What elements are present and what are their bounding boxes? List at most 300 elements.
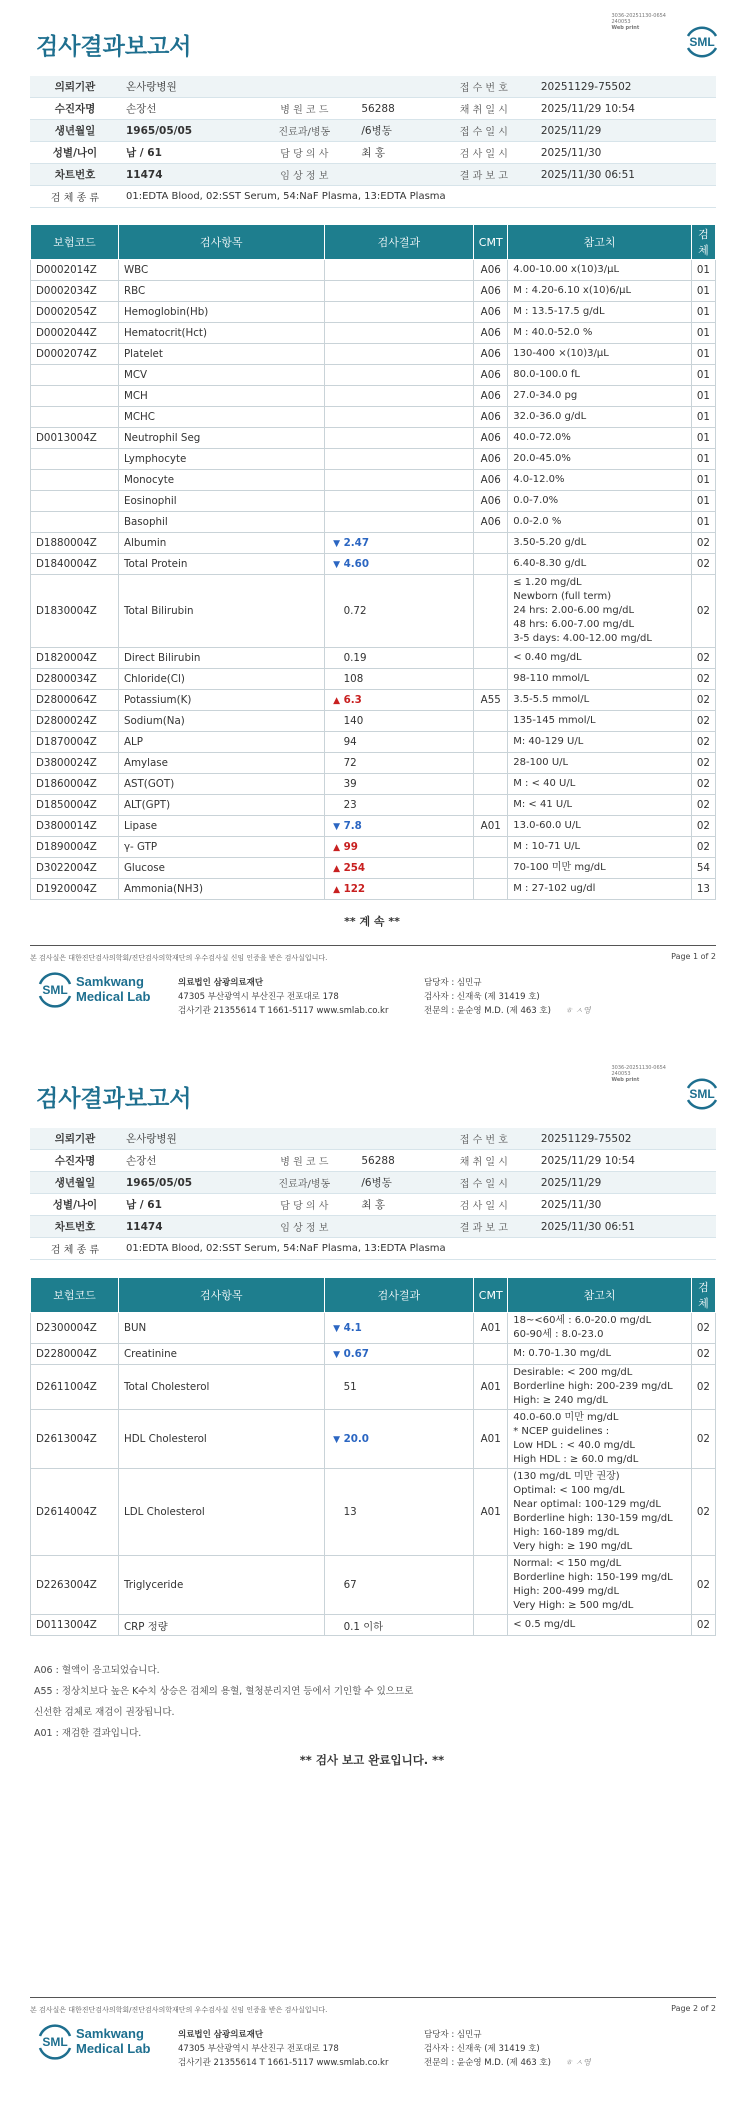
reference-line: M: < 41 U/L (513, 799, 573, 810)
specimen-cell: 02 (691, 732, 715, 753)
test-item-cell: Total Cholesterol (118, 1365, 324, 1410)
reference-cell (508, 533, 692, 554)
reference-cell (508, 323, 692, 344)
cmt-cell (474, 1344, 508, 1365)
reference-cell (508, 711, 692, 732)
chart-number: 11474 (120, 164, 253, 186)
reference-cell (508, 774, 692, 795)
result-cell (324, 1344, 474, 1365)
specimen-cell: 02 (691, 837, 715, 858)
result-cell (324, 879, 474, 900)
specimen-cell: 02 (691, 533, 715, 554)
result-cell (324, 491, 474, 512)
reference-line: M : 40.0-52.0 % (513, 327, 593, 338)
result-cell (324, 533, 474, 554)
reference-line: M : < 40 U/L (513, 778, 576, 789)
cmt-cell (474, 669, 508, 690)
table-row (31, 816, 716, 837)
specimen-cell: 02 (691, 690, 715, 711)
insurance-code-cell: D0013004Z (31, 428, 119, 449)
result-cell (324, 470, 474, 491)
result-cell (324, 260, 474, 281)
insurance-code-cell (31, 512, 119, 533)
reference-cell (508, 879, 692, 900)
insurance-code-cell (31, 491, 119, 512)
result-cell (324, 365, 474, 386)
reference-line: Newborn (full term) (513, 591, 612, 602)
specimen-cell: 02 (691, 816, 715, 837)
reference-line: Near optimal: 100-129 mg/dL (513, 1499, 661, 1510)
table-row (31, 575, 716, 648)
specimen-cell: 01 (691, 281, 715, 302)
result-value: 20.0 (343, 1433, 369, 1445)
specimen-cell: 02 (691, 1615, 715, 1636)
cmt-cell: A01 (474, 1469, 508, 1556)
result-value: 6.3 (343, 694, 362, 706)
table-row (31, 753, 716, 774)
insurance-code-cell: D0113004Z (31, 1615, 119, 1636)
reference-cell (508, 1469, 692, 1556)
insurance-code-cell: D1830004Z (31, 575, 119, 648)
test-item-cell: AST(GOT) (118, 774, 324, 795)
insurance-code-cell (31, 365, 119, 386)
cmt-cell: A01 (474, 1365, 508, 1410)
test-item-cell: Glucose (118, 858, 324, 879)
cmt-cell (474, 858, 508, 879)
cmt-cell: A06 (474, 428, 508, 449)
specimen-cell: 02 (691, 1410, 715, 1469)
cmt-cell: A06 (474, 491, 508, 512)
insurance-code-cell: D0002034Z (31, 281, 119, 302)
reference-line: 4.00-10.00 x(10)3/μL (513, 264, 620, 275)
table-row (31, 1615, 716, 1636)
hospital-code: 56288 (355, 98, 433, 120)
cmt-cell: A06 (474, 470, 508, 491)
lab-info: 의료법인 삼광의료재단 47305 부산광역시 부산진구 전포대로 178 검사기관 21355614 T 1661-5117 www.smlab.co.kr (178, 2030, 389, 2068)
specimen-cell: 54 (691, 858, 715, 879)
birth-date: 1965/05/05 (120, 120, 253, 142)
receipt-number: 20251129-75502 (535, 76, 716, 98)
result-value: 72 (343, 757, 357, 769)
insurance-code-cell: D3022004Z (31, 858, 119, 879)
patient-name: 손장선 (120, 1150, 253, 1172)
result-cell (324, 669, 474, 690)
table-row (31, 554, 716, 575)
insurance-code-cell: D1840004Z (31, 554, 119, 575)
table-row (31, 449, 716, 470)
report-datetime: 2025/11/30 06:51 (535, 1216, 716, 1238)
sml-footer-logo-icon (36, 2022, 74, 2062)
table-row (31, 323, 716, 344)
reference-line: * NCEP guidelines : (513, 1426, 610, 1437)
insurance-code-cell: D2800034Z (31, 669, 119, 690)
cmt-cell: A06 (474, 344, 508, 365)
table-row (31, 365, 716, 386)
specimen-cell: 01 (691, 491, 715, 512)
col-reference: 참고치 (508, 1278, 692, 1313)
table-row (31, 260, 716, 281)
result-cell (324, 1365, 474, 1410)
table-row (31, 533, 716, 554)
low-arrow-icon: ▼ (333, 1324, 341, 1334)
result-cell (324, 281, 474, 302)
result-cell (324, 449, 474, 470)
test-item-cell: Chloride(Cl) (118, 669, 324, 690)
insurance-code-cell: D1820004Z (31, 648, 119, 669)
insurance-code-cell: D2613004Z (31, 1410, 119, 1469)
specimen-cell: 02 (691, 1313, 715, 1344)
insurance-code-cell: D2611004Z (31, 1365, 119, 1410)
sml-logo-icon (682, 22, 722, 62)
result-value: 0.19 (343, 652, 367, 664)
reference-line: M : 27-102 ug/dl (513, 883, 596, 894)
result-cell (324, 1313, 474, 1344)
test-item-cell: MCHC (118, 407, 324, 428)
result-value: 254 (343, 862, 366, 874)
reference-line: High HDL : ≥ 60.0 mg/dL (513, 1454, 639, 1465)
col-specimen: 검체 (691, 1278, 715, 1313)
svg-text:SML: SML (42, 2035, 68, 2049)
reference-line: M : 10-71 U/L (513, 841, 581, 852)
test-item-cell: MCV (118, 365, 324, 386)
insurance-code-cell: D1850004Z (31, 795, 119, 816)
patient-info-table: 의뢰기관 온사랑병원 접 수 번 호 20251129-75502 수진자명 손장선 병 원 코 드 56288 채 취 일 시 2025/11/29 10:54 생년월일 1965/05/05 진료과/병동 /6병동 접 수 일 시 2025/11/29 성별/나이 남 / 61 담 당 의 사 최 홍 검 사 일 시 2025/11/30 차트번호 11474 임 상 정 보 결 과 보 고 2025/11/30 06:51 검 체 종 류 01:EDTA Blood, 02:SST Serum, 54:NaF Plasma, 13:EDTA Plasma (30, 1128, 716, 1260)
result-cell (324, 1410, 474, 1469)
doctor: 최 홍 (355, 142, 433, 164)
reference-cell (508, 428, 692, 449)
reference-line: Desirable: < 200 mg/dL (513, 1367, 633, 1378)
low-arrow-icon: ▼ (333, 822, 341, 832)
insurance-code-cell: D2263004Z (31, 1556, 119, 1615)
test-item-cell: MCH (118, 386, 324, 407)
result-cell (324, 753, 474, 774)
table-row (31, 1313, 716, 1344)
result-value: 0.1 이하 (343, 1620, 384, 1633)
results-table-page2 (30, 1277, 716, 1636)
specimen-cell: 02 (691, 554, 715, 575)
reference-line: 130-400 ×(10)3/μL (513, 348, 609, 359)
specimen-cell: 01 (691, 344, 715, 365)
table-row (31, 386, 716, 407)
reference-line: 32.0-36.0 g/dL (513, 411, 587, 422)
table-row (31, 858, 716, 879)
reference-line: ≤ 1.20 mg/dL (513, 577, 582, 588)
insurance-code-cell: D1920004Z (31, 879, 119, 900)
result-cell (324, 1469, 474, 1556)
reference-line: M: 0.70-1.30 mg/dL (513, 1348, 612, 1359)
result-cell (324, 386, 474, 407)
specimen-cell: 02 (691, 669, 715, 690)
result-cell (324, 774, 474, 795)
table-row (31, 1344, 716, 1365)
insurance-code-cell: D0002054Z (31, 302, 119, 323)
reference-cell (508, 281, 692, 302)
specimen-cell: 01 (691, 512, 715, 533)
clinical-info (355, 164, 433, 186)
test-item-cell: Ammonia(NH3) (118, 879, 324, 900)
result-value: 13 (343, 1506, 357, 1518)
clinical-info (355, 1216, 433, 1238)
test-item-cell: Eosinophil (118, 491, 324, 512)
test-item-cell: BUN (118, 1313, 324, 1344)
reference-line: M : 13.5-17.5 g/dL (513, 306, 605, 317)
reference-line: Very high: ≥ 190 mg/dL (513, 1541, 633, 1552)
insurance-code-cell: D2300004Z (31, 1313, 119, 1344)
cmt-cell (474, 1556, 508, 1615)
insurance-code-cell (31, 407, 119, 428)
receipt-number: 20251129-75502 (535, 1128, 716, 1150)
table-row (31, 795, 716, 816)
reference-line: 0.0-2.0 % (513, 516, 562, 527)
reference-line: M : 4.20-6.10 x(10)6/μL (513, 285, 632, 296)
reference-cell (508, 1556, 692, 1615)
cmt-cell: A06 (474, 386, 508, 407)
page-number: Page 2 of 2 (671, 2004, 716, 2013)
insurance-code-cell (31, 449, 119, 470)
reference-line: 13.0-60.0 U/L (513, 820, 581, 831)
specimen-types: 01:EDTA Blood, 02:SST Serum, 54:NaF Plasma, 13:EDTA Plasma (120, 186, 716, 208)
test-item-cell: Neutrophil Seg (118, 428, 324, 449)
staff-info: 담당자 : 심민규 검사자 : 신재욱 (제 31419 호) 전문의 : 윤순영 M.D. (제 463 호) ㅎ ㅅ영 (424, 978, 591, 1016)
table-row (31, 690, 716, 711)
result-value: 0.72 (343, 605, 367, 617)
hospital-code: 56288 (355, 1150, 433, 1172)
reference-line: 135-145 mmol/L (513, 715, 596, 726)
cmt-cell (474, 1615, 508, 1636)
reference-line: High: 160-189 mg/dL (513, 1527, 620, 1538)
insurance-code-cell (31, 470, 119, 491)
cmt-cell: A06 (474, 302, 508, 323)
reference-cell (508, 669, 692, 690)
results-table-page1 (30, 224, 716, 900)
result-value: 0.67 (343, 1348, 369, 1360)
lab-info: 의료법인 삼광의료재단 47305 부산광역시 부산진구 전포대로 178 검사기관 21355614 T 1661-5117 www.smlab.co.kr (178, 978, 389, 1016)
specimen-cell: 02 (691, 1469, 715, 1556)
specimen-cell: 02 (691, 1344, 715, 1365)
col-test-item: 검사항목 (118, 225, 324, 260)
reference-cell (508, 1344, 692, 1365)
insurance-code-cell: D0002044Z (31, 323, 119, 344)
doctor: 최 홍 (355, 1194, 433, 1216)
svg-text:SML: SML (689, 1087, 715, 1101)
specimen-cell: 13 (691, 879, 715, 900)
insurance-code-cell: D3800024Z (31, 753, 119, 774)
hospital-name: 온사랑병원 (120, 1128, 433, 1150)
reference-line: Normal: < 150 mg/dL (513, 1558, 622, 1569)
specimen-cell: 01 (691, 449, 715, 470)
specimen-cell: 02 (691, 753, 715, 774)
low-arrow-icon: ▼ (333, 539, 341, 549)
reference-cell (508, 512, 692, 533)
specimen-cell: 02 (691, 711, 715, 732)
result-cell (324, 407, 474, 428)
table-row (31, 879, 716, 900)
result-cell (324, 1615, 474, 1636)
table-row (31, 512, 716, 533)
table-row (31, 491, 716, 512)
test-item-cell: Potassium(K) (118, 690, 324, 711)
reference-cell (508, 407, 692, 428)
reference-line: < 0.40 mg/dL (513, 652, 582, 663)
reference-line: 3-5 days: 4.00-12.00 mg/dL (513, 633, 652, 644)
certification-note: 본 검사실은 대한진단검사의학회/진단검사의학재단의 우수검사실 신임 인증을 받은 검사실입니다. (30, 954, 328, 962)
department: /6병동 (355, 1172, 433, 1194)
test-item-cell: WBC (118, 260, 324, 281)
cmt-cell (474, 648, 508, 669)
test-item-cell: Platelet (118, 344, 324, 365)
result-cell (324, 428, 474, 449)
result-cell (324, 512, 474, 533)
col-cmt: CMT (474, 1278, 508, 1313)
insurance-code-cell: D1870004Z (31, 732, 119, 753)
insurance-code-cell: D1890004Z (31, 837, 119, 858)
reference-line: Borderline high: 150-199 mg/dL (513, 1572, 673, 1583)
high-arrow-icon: ▲ (333, 696, 341, 706)
result-cell (324, 690, 474, 711)
continue-text: ** 계 속 ** (344, 915, 400, 928)
specimen-cell: 01 (691, 260, 715, 281)
reference-line: 80.0-100.0 fL (513, 369, 581, 380)
result-value: 99 (343, 841, 358, 853)
reference-line: 18~<60세 : 6.0-20.0 mg/dL (513, 1315, 652, 1326)
reference-line: Optimal: < 100 mg/dL (513, 1485, 625, 1496)
reference-cell (508, 837, 692, 858)
reference-cell (508, 470, 692, 491)
reference-line: 60-90세 : 8.0-23.0 (513, 1329, 604, 1340)
table-row (31, 774, 716, 795)
reference-line: High: 200-499 mg/dL (513, 1586, 620, 1597)
reference-line: (130 mg/dL 미만 권장) (513, 1471, 620, 1482)
reference-line: 24 hrs: 2.00-6.00 mg/dL (513, 605, 635, 616)
specimen-cell: 01 (691, 365, 715, 386)
test-item-cell: γ- GTP (118, 837, 324, 858)
col-cmt: CMT (474, 225, 508, 260)
report-datetime: 2025/11/30 06:51 (535, 164, 716, 186)
result-value: 4.60 (343, 558, 369, 570)
reference-line: < 0.5 mg/dL (513, 1619, 576, 1630)
specimen-cell: 02 (691, 774, 715, 795)
reference-line: 4.0-12.0% (513, 474, 565, 485)
result-cell (324, 816, 474, 837)
comment-notes: A06 : 혈액이 응고되었습니다. A55 : 정상치보다 높은 K수치 상승은 검체의 용혈, 혈청분리지연 등에서 기인할 수 있으므로 신선한 검체로 재검이 권장됩니다. A01 : 재검한 결과입니다. (34, 1665, 414, 1739)
reference-cell (508, 690, 692, 711)
insurance-code-cell: D2800064Z (31, 690, 119, 711)
reference-line: 20.0-45.0% (513, 453, 571, 464)
reference-cell (508, 753, 692, 774)
reference-line: 70-100 미만 mg/dL (513, 862, 606, 873)
result-value: 94 (343, 736, 357, 748)
insurance-code-cell: D2280004Z (31, 1344, 119, 1365)
birth-date: 1965/05/05 (120, 1172, 253, 1194)
high-arrow-icon: ▲ (333, 885, 341, 895)
result-cell (324, 554, 474, 575)
test-item-cell: Creatinine (118, 1344, 324, 1365)
result-cell (324, 858, 474, 879)
test-item-cell: ALT(GPT) (118, 795, 324, 816)
reference-cell (508, 302, 692, 323)
specimen-cell: 02 (691, 648, 715, 669)
table-row (31, 407, 716, 428)
specimen-cell: 01 (691, 302, 715, 323)
specimen-cell: 02 (691, 1556, 715, 1615)
sex-age: 남 / 61 (120, 142, 253, 164)
reference-line: M: 40-129 U/L (513, 736, 584, 747)
reference-line: 98-110 mmol/L (513, 673, 590, 684)
specimen-types: 01:EDTA Blood, 02:SST Serum, 54:NaF Plasma, 13:EDTA Plasma (120, 1238, 716, 1260)
col-insurance-code: 보험코드 (31, 1278, 119, 1313)
high-arrow-icon: ▲ (333, 843, 341, 853)
reference-cell (508, 554, 692, 575)
reference-line: 28-100 U/L (513, 757, 569, 768)
reference-cell (508, 260, 692, 281)
high-arrow-icon: ▲ (333, 864, 341, 874)
result-cell (324, 344, 474, 365)
result-value: 39 (343, 778, 357, 790)
test-item-cell: Hematocrit(Hct) (118, 323, 324, 344)
cmt-cell (474, 879, 508, 900)
reference-cell (508, 1615, 692, 1636)
staff-info: 담당자 : 심민규 검사자 : 신재욱 (제 31419 호) 전문의 : 윤순영 M.D. (제 463 호) ㅎ ㅅ영 (424, 2030, 591, 2068)
col-specimen: 검체 (691, 225, 715, 260)
patient-info-table: 의뢰기관 온사랑병원 접 수 번 호 20251129-75502 수진자명 손장선 병 원 코 드 56288 채 취 일 시 2025/11/29 10:54 생년월일 1965/05/05 진료과/병동 /6병동 접 수 일 시 2025/11/29 성별/나이 남 / 61 담 당 의 사 최 홍 검 사 일 시 2025/11/30 차트번호 11474 임 상 정 보 결 과 보 고 2025/11/30 06:51 검 체 종 류 01:EDTA Blood, 02:SST Serum, 54:NaF Plasma, 13:EDTA Plasma (30, 76, 716, 208)
signature-icon: ㅎ ㅅ영 (564, 2058, 591, 2067)
sml-logo-icon (682, 1074, 722, 1114)
test-item-cell: HDL Cholesterol (118, 1410, 324, 1469)
insurance-code-cell: D1880004Z (31, 533, 119, 554)
report-page-2 (0, 1052, 744, 2104)
cmt-cell: A01 (474, 816, 508, 837)
receipt-date: 2025/11/29 (535, 120, 716, 142)
result-value: 140 (343, 715, 364, 727)
cmt-cell (474, 732, 508, 753)
patient-name: 손장선 (120, 98, 253, 120)
specimen-cell: 02 (691, 1365, 715, 1410)
hospital-name: 온사랑병원 (120, 76, 433, 98)
specimen-cell: 01 (691, 323, 715, 344)
result-value: 67 (343, 1579, 357, 1591)
document-title: 검사결과보고서 (36, 1086, 192, 1112)
insurance-code-cell: D0002074Z (31, 344, 119, 365)
cmt-cell (474, 575, 508, 648)
reference-line: High: ≥ 240 mg/dL (513, 1395, 608, 1406)
table-row (31, 837, 716, 858)
result-value: 4.1 (343, 1322, 362, 1334)
collect-datetime: 2025/11/29 10:54 (535, 98, 716, 120)
document-title: 검사결과보고서 (36, 34, 192, 60)
reference-cell (508, 344, 692, 365)
department: /6병동 (355, 120, 433, 142)
reference-cell (508, 365, 692, 386)
cmt-cell (474, 837, 508, 858)
cmt-cell: A06 (474, 323, 508, 344)
cmt-cell: A06 (474, 449, 508, 470)
test-item-cell: RBC (118, 281, 324, 302)
samkwang-logo: SML Samkwang Medical Lab (36, 2022, 176, 2064)
specimen-cell: 01 (691, 470, 715, 491)
page-number: Page 1 of 2 (671, 952, 716, 961)
insurance-code-cell (31, 386, 119, 407)
specimen-cell: 01 (691, 407, 715, 428)
result-value: 7.8 (343, 820, 362, 832)
insurance-code-cell: D2614004Z (31, 1469, 119, 1556)
reference-cell (508, 1410, 692, 1469)
col-result: 검사결과 (324, 225, 474, 260)
reference-line: 40.0-60.0 미만 mg/dL (513, 1412, 619, 1423)
cmt-cell (474, 753, 508, 774)
reference-line: 3.5-5.5 mmol/L (513, 694, 590, 705)
svg-text:SML: SML (42, 983, 68, 997)
reference-line: 40.0-72.0% (513, 432, 571, 443)
